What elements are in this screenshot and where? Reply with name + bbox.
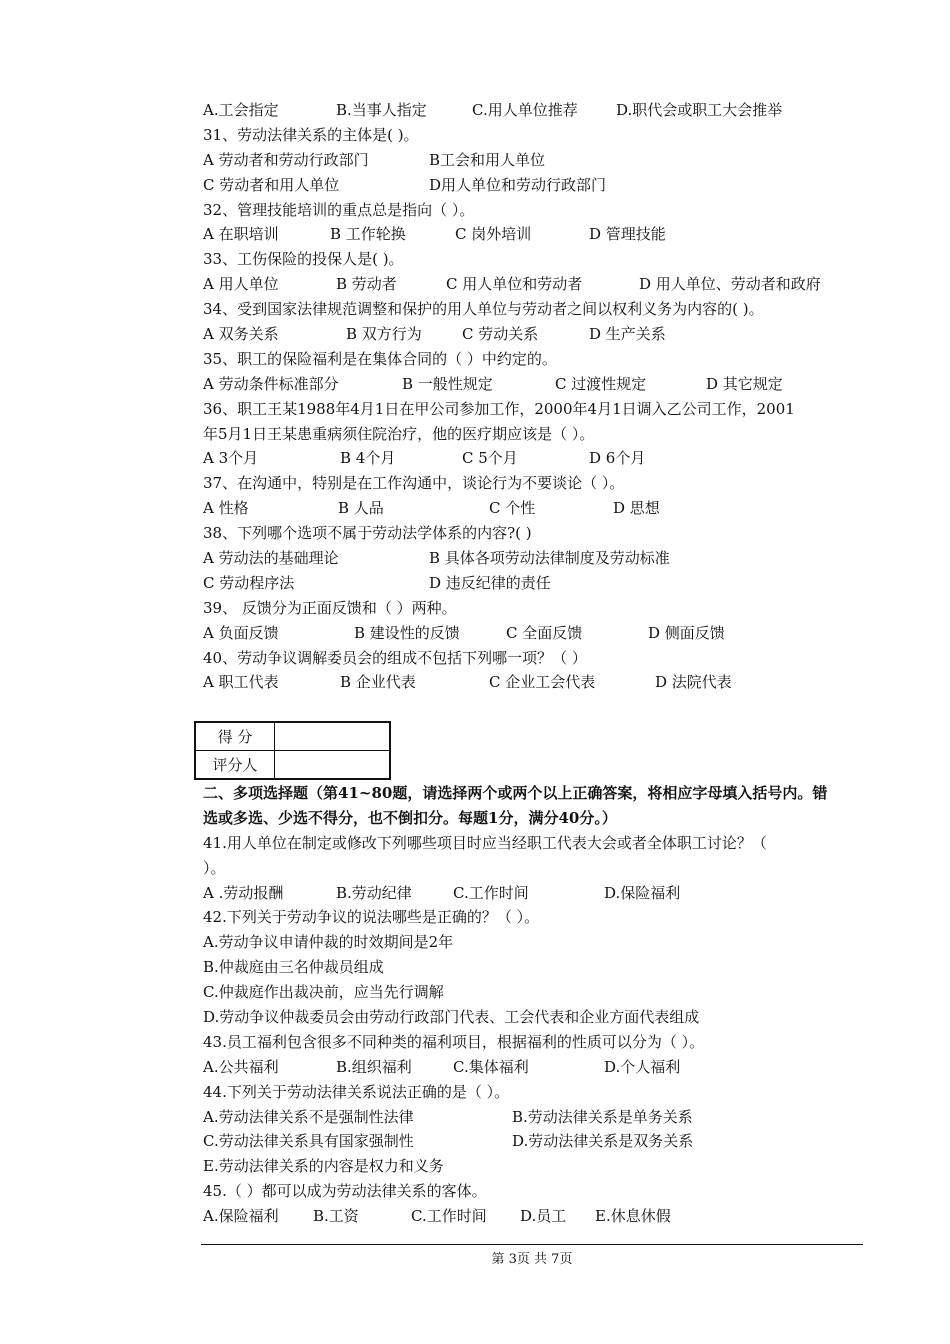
score-blank <box>275 722 391 751</box>
text-segment: A 用人单位 <box>203 275 279 294</box>
text-segment: D.个人福利 <box>604 1057 681 1076</box>
text-segment: C 劳动程序法 <box>203 573 295 592</box>
text-segment: C 劳动者和用人单位 <box>203 175 340 194</box>
text-segment: A 劳动条件标准部分 <box>203 374 339 393</box>
text-segment: B 双方行为 <box>346 325 422 344</box>
text-segment: A 劳动法的基础理论 <box>203 549 339 568</box>
text-line <box>203 471 863 496</box>
text-line <box>203 881 863 906</box>
text-segment: 35、职工的保险福利是在集体合同的（ ）中约定的。 <box>203 349 557 368</box>
text-segment: C 劳动关系 <box>462 325 539 344</box>
text-line <box>203 446 863 471</box>
text-segment: E.劳动法律关系的内容是权力和义务 <box>203 1157 444 1176</box>
text-segment: B.劳动纪律 <box>336 883 412 902</box>
text-segment: D.职代会或职工大会推举 <box>616 101 783 119</box>
text-segment: 41.用人单位在制定或修改下列哪些项目时应当经职工代表大会或者全体职工讨论？（ <box>203 833 767 852</box>
text-line <box>203 173 863 198</box>
score-label: 得 分 <box>195 722 275 751</box>
question-list-part2 <box>203 781 863 1229</box>
text-segment: 二、多项选择题（第41~80题，请选择两个或两个以上正确答案，将相应字母填入括号内。错 <box>203 784 828 802</box>
text-line <box>203 806 863 831</box>
text-segment: B 4个月 <box>340 449 396 468</box>
text-line <box>203 222 863 247</box>
text-segment: 45.（ ）都可以成为劳动法律关系的客体。 <box>203 1182 487 1201</box>
text-line <box>203 1204 863 1229</box>
text-segment: 33、工伤保险的投保人是( )。 <box>203 250 404 269</box>
text-line <box>203 372 863 397</box>
text-segment: B.工资 <box>313 1207 359 1226</box>
text-segment: A.公共福利 <box>203 1057 279 1076</box>
text-segment: D 6个月 <box>589 449 646 468</box>
text-segment: C 用人单位和劳动者 <box>446 275 583 294</box>
score-box <box>194 721 391 780</box>
text-line <box>203 1129 863 1154</box>
text-line <box>203 1080 863 1105</box>
text-segment: C 岗外培训 <box>455 225 532 244</box>
text-line <box>203 1055 863 1080</box>
question-list-part1 <box>203 98 863 695</box>
text-line <box>203 546 863 571</box>
text-segment: B 具体各项劳动法律制度及劳动标准 <box>429 549 670 568</box>
text-segment: 选或多选、少选不得分，也不倒扣分。每题1分，满分40分。） <box>203 808 617 827</box>
text-line <box>203 422 863 447</box>
text-line <box>203 297 863 322</box>
text-segment: D 思想 <box>613 499 660 518</box>
text-segment: D.员工 <box>520 1207 567 1226</box>
text-segment: 36、职工王某1988年4月1日在甲公司参加工作，2000年4月1日调入乙公司工作，2001 <box>203 399 795 418</box>
text-segment: A .劳动报酬 <box>203 883 284 902</box>
grader-label: 评分人 <box>195 751 275 780</box>
text-segment: D 侧面反馈 <box>648 623 725 642</box>
text-segment: C 5个月 <box>462 449 518 468</box>
text-segment: A 3个月 <box>203 449 259 468</box>
text-line <box>203 1179 863 1204</box>
text-segment: D.保险福利 <box>604 883 681 902</box>
text-segment: B 一般性规定 <box>402 374 493 393</box>
text-segment: C.用人单位推荐 <box>472 101 578 119</box>
text-line <box>203 347 863 372</box>
text-line <box>203 905 863 930</box>
text-segment: D.劳动法律关系是双务关系 <box>512 1132 694 1151</box>
text-line <box>203 521 863 546</box>
footer-divider <box>201 1244 863 1245</box>
text-line <box>203 670 863 695</box>
text-segment: ）。 <box>203 858 226 877</box>
text-segment: D 其它规定 <box>706 374 783 393</box>
text-line <box>203 571 863 596</box>
text-segment: B.当事人指定 <box>336 101 427 119</box>
text-line <box>203 148 863 173</box>
text-segment: B.组织福利 <box>336 1057 412 1076</box>
text-segment: D 生产关系 <box>589 325 666 344</box>
text-line <box>203 1005 863 1030</box>
text-line <box>203 123 863 148</box>
text-line <box>203 496 863 521</box>
text-segment: B 建设性的反馈 <box>354 623 460 642</box>
text-segment: C.工作时间 <box>453 883 529 902</box>
page-number: 第 3页 共 7页 <box>491 1252 573 1267</box>
text-line <box>203 272 863 297</box>
text-segment: A 在职培训 <box>203 225 279 244</box>
text-segment: A 双务关系 <box>203 325 279 344</box>
text-segment: A.保险福利 <box>203 1207 279 1226</box>
grader-blank <box>275 751 391 780</box>
text-line <box>203 621 863 646</box>
text-segment: 37、在沟通中，特别是在工作沟通中，谈论行为不要谈论（ ）。 <box>203 474 625 493</box>
text-segment: E.休息休假 <box>595 1207 671 1226</box>
text-line <box>203 856 863 881</box>
text-line <box>203 930 863 955</box>
text-line <box>203 596 863 621</box>
text-segment: D 用人单位、劳动者和政府 <box>639 275 821 294</box>
text-line <box>203 98 863 123</box>
text-segment: 42.下列关于劳动争议的说法哪些是正确的？（ ）。 <box>203 908 540 927</box>
text-segment: B 劳动者 <box>336 275 397 294</box>
text-segment: C 全面反馈 <box>506 623 583 642</box>
text-segment: A.劳动争议申请仲裁的时效期间是2年 <box>203 933 454 952</box>
text-segment: 43.员工福利包含很多不同种类的福利项目，根据福利的性质可以分为（ ）。 <box>203 1032 705 1051</box>
text-segment: A 劳动者和劳动行政部门 <box>203 150 369 169</box>
text-segment: 31、劳动法律关系的主体是( )。 <box>203 125 419 144</box>
text-segment: C.集体福利 <box>453 1057 529 1076</box>
text-segment: A 性格 <box>203 499 249 518</box>
text-line <box>203 1105 863 1130</box>
text-line <box>203 247 863 272</box>
text-segment: B.仲裁庭由三名仲裁员组成 <box>203 958 384 977</box>
text-segment: B.劳动法律关系是单务关系 <box>512 1107 693 1126</box>
text-segment: D 违反纪律的责任 <box>429 573 551 592</box>
text-line <box>203 198 863 223</box>
text-segment: A 负面反馈 <box>203 623 279 642</box>
text-line <box>203 831 863 856</box>
text-segment: 40、劳动争议调解委员会的组成不包括下列哪一项？（ ） <box>203 648 587 667</box>
text-segment: 38、下列哪个选项不属于劳动法学体系的内容?( ) <box>203 524 532 543</box>
text-line <box>203 646 863 671</box>
text-segment: D.劳动争议仲裁委员会由劳动行政部门代表、工会代表和企业方面代表组成 <box>203 1008 700 1027</box>
text-line <box>203 980 863 1005</box>
text-segment: D 法院代表 <box>655 673 732 692</box>
text-segment: 32、管理技能培训的重点总是指向（ ）。 <box>203 200 475 219</box>
text-segment: D用人单位和劳动行政部门 <box>429 175 607 194</box>
text-segment: C 个性 <box>489 499 536 518</box>
text-line <box>203 322 863 347</box>
text-line <box>203 1030 863 1055</box>
text-line <box>203 1154 863 1179</box>
text-segment: A 职工代表 <box>203 673 279 692</box>
text-segment: 34、受到国家法律规范调整和保护的用人单位与劳动者之间以权利义务为内容的( )。 <box>203 300 764 319</box>
text-segment: B 人品 <box>338 499 384 518</box>
text-segment: A.劳动法律关系不是强制性法律 <box>203 1107 414 1126</box>
text-line <box>203 955 863 980</box>
text-line <box>203 397 863 422</box>
text-segment: B工会和用人单位 <box>429 150 546 169</box>
text-segment: C.劳动法律关系具有国家强制性 <box>203 1132 414 1151</box>
text-segment: B 企业代表 <box>340 673 416 692</box>
text-segment: 年5月1日王某患重病须住院治疗，他的医疗期应该是（ ）。 <box>203 424 595 443</box>
text-segment: 39、 反馈分为正面反馈和（ ）两种。 <box>203 598 457 617</box>
text-segment: C 企业工会代表 <box>489 673 596 692</box>
text-segment: D 管理技能 <box>589 225 666 244</box>
text-segment: C 过渡性规定 <box>555 374 647 393</box>
text-segment: B 工作轮换 <box>330 225 406 244</box>
text-segment: 44.下列关于劳动法律关系说法正确的是（ ）。 <box>203 1082 510 1101</box>
text-segment: C.工作时间 <box>411 1207 487 1226</box>
text-segment: C.仲裁庭作出裁决前，应当先行调解 <box>203 983 444 1002</box>
text-line <box>203 781 863 806</box>
text-segment: A.工会指定 <box>203 101 279 119</box>
